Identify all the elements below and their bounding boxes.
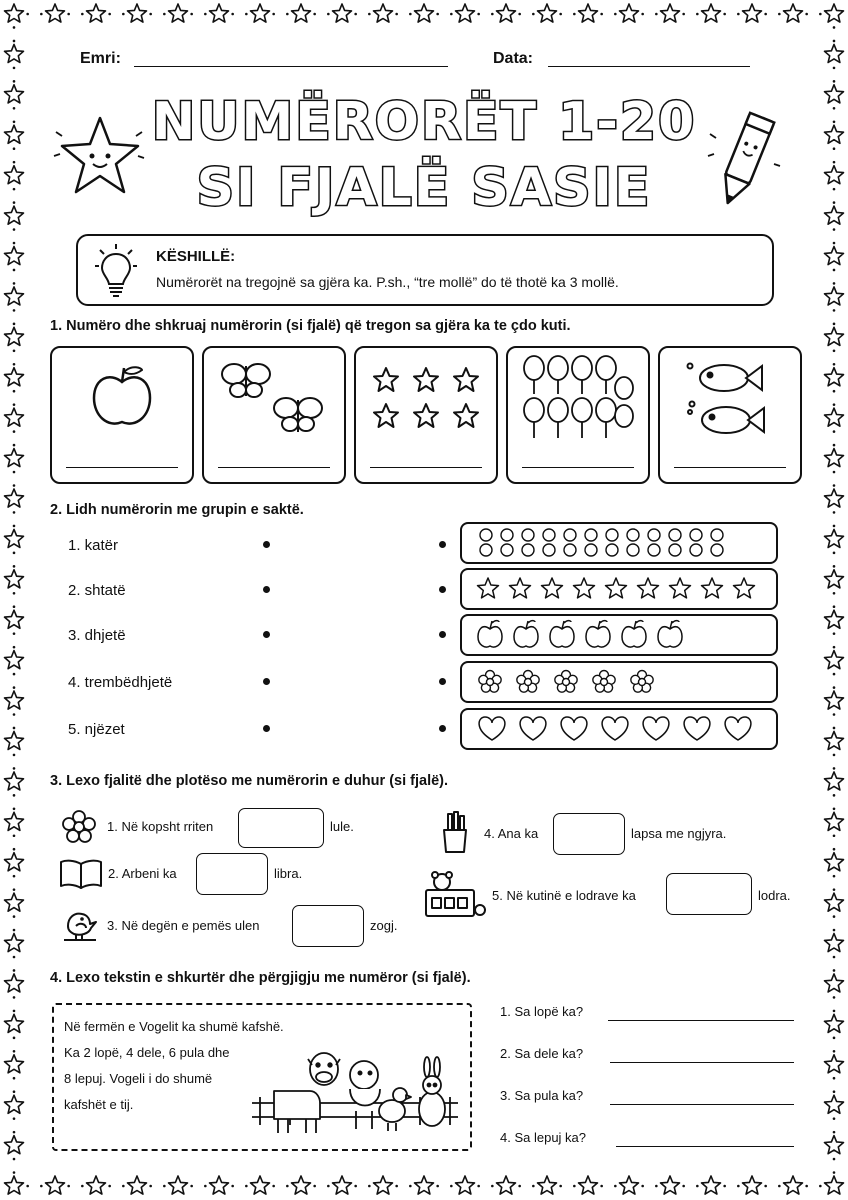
fish-icon (700, 365, 762, 391)
book-icon (58, 858, 104, 892)
tip-box (76, 234, 774, 306)
balloon-icon (548, 398, 568, 438)
stars-group (366, 360, 486, 434)
smiling-star-icon (52, 112, 148, 198)
heart-icon (643, 717, 669, 740)
section1-heading: 1. Numëro dhe shkruaj numërorin (si fjalë) që tregon sa gjëra ka te çdo kuti. (50, 318, 571, 334)
count-box-5 (658, 346, 802, 484)
pencil-icon (704, 104, 784, 216)
balloon-icon (524, 398, 544, 438)
circle-icon (711, 544, 723, 556)
apple-icon (550, 621, 574, 647)
group-hearts (460, 708, 778, 750)
circle-icon (627, 544, 639, 556)
match-word-1: 1. katër (68, 537, 119, 554)
match-dot-right[interactable] (439, 586, 446, 593)
circle-icon (564, 529, 576, 541)
circle-icon (480, 544, 492, 556)
count-box-4 (506, 346, 650, 484)
pencil-cup-icon (440, 810, 470, 854)
match-word-2: 2. shtatë (68, 582, 126, 599)
answer-line-4[interactable] (616, 1146, 794, 1147)
tip-heading: KËSHILLË: (156, 248, 236, 265)
flower-icon (555, 671, 577, 693)
circle-icon (585, 544, 597, 556)
apple-icon (478, 621, 502, 647)
answer-line-1[interactable] (608, 1020, 794, 1021)
circle-icon (606, 529, 618, 541)
balloon-icon (596, 398, 616, 438)
page-title-line2: SI FJALË SASIE (196, 158, 652, 218)
balloon-icon (572, 398, 592, 438)
count-box-3 (354, 346, 498, 484)
answer-line-3[interactable] (610, 1104, 794, 1105)
farm-animals-icon (250, 1045, 460, 1137)
story-line-1: Në fermën e Vogelit ka shumë kafshë. (64, 1019, 284, 1034)
flower-icon (62, 810, 96, 844)
sentence4-start: 4. Ana ka (484, 826, 539, 841)
circle-icon (711, 529, 723, 541)
match-dot-right[interactable] (439, 631, 446, 638)
balloon-icon (596, 356, 616, 394)
match-word-5: 5. njëzet (68, 721, 125, 738)
answer-box-2[interactable] (196, 853, 268, 895)
answer-box-3[interactable] (292, 905, 364, 947)
heart-icon (602, 717, 628, 740)
light-bulb-icon (94, 242, 138, 298)
answer-box-1[interactable] (238, 808, 324, 848)
circle-icon (585, 529, 597, 541)
answer-box-4[interactable] (553, 813, 625, 855)
match-dot-left[interactable] (263, 541, 270, 548)
sentence3-start: 3. Në degën e pemës ulen (107, 918, 260, 933)
star-icon (574, 578, 595, 598)
match-dot-left[interactable] (263, 631, 270, 638)
flower-icon (517, 671, 539, 693)
star-icon (606, 578, 627, 598)
match-dot-left[interactable] (263, 725, 270, 732)
circle-icon (648, 529, 660, 541)
match-dot-left[interactable] (263, 678, 270, 685)
circle-icon (522, 544, 534, 556)
sentence1-end: lule. (330, 819, 354, 834)
circle-icon (501, 544, 513, 556)
butterfly-icon (218, 358, 330, 438)
count-box-2 (202, 346, 346, 484)
answer-line-2[interactable] (610, 1062, 794, 1063)
star-icon (414, 404, 438, 427)
fish-icon (702, 407, 764, 433)
flower-icon (631, 671, 653, 693)
apple-icon (514, 621, 538, 647)
group-apples (460, 614, 778, 656)
circle-icon (501, 529, 513, 541)
section4-heading: 4. Lexo tekstin e shkurtër dhe përgjigju me numëror (si fjalë). (50, 970, 471, 986)
star-icon (670, 578, 691, 598)
group-flowers (460, 661, 778, 703)
circle-icon (564, 544, 576, 556)
circle-icon (648, 544, 660, 556)
answer-box-5[interactable] (666, 873, 752, 915)
match-dot-right[interactable] (439, 678, 446, 685)
circle-icon (690, 544, 702, 556)
match-word-4: 4. trembëdhjetë (68, 674, 173, 691)
match-dot-left[interactable] (263, 586, 270, 593)
answer-line[interactable] (522, 467, 634, 468)
circle-icon (627, 529, 639, 541)
section3-heading: 3. Lexo fjalitë dhe plotëso me numërorin e duhur (si fjalë). (50, 773, 449, 789)
apple-icon (622, 621, 646, 647)
apple-icon (586, 621, 610, 647)
circle-icon (690, 529, 702, 541)
heart-icon (684, 717, 710, 740)
name-label: Emri: (80, 50, 121, 67)
sentence2-end: libra. (274, 866, 303, 881)
balloon-icon (572, 356, 592, 394)
bird-icon (60, 904, 100, 944)
circle-icon (522, 529, 534, 541)
balloon-icon (615, 377, 633, 399)
star-icon (414, 368, 438, 391)
star-icon (374, 404, 398, 427)
balloon-icon (615, 405, 633, 427)
star-icon (454, 368, 478, 391)
tip-text: Numërorët na tregojnë sa gjëra ka. P.sh., “tre mollë” do të thotë ka 3 mollë. (156, 274, 619, 290)
circle-icon (669, 544, 681, 556)
flower-icon (593, 671, 615, 693)
match-word-3: 3. dhjetë (68, 627, 126, 644)
fish-group (682, 356, 782, 444)
sentence5-start: 5. Në kutinë e lodrave ka (492, 888, 636, 903)
heart-icon (520, 717, 546, 740)
page-title-line1: NUMËRORËT 1-20 (151, 92, 697, 152)
answer-line[interactable] (370, 467, 482, 468)
star-icon (638, 578, 659, 598)
sentence4-end: lapsa me ngjyra. (631, 826, 727, 841)
apple-icon (88, 362, 156, 432)
sentence2-start: 2. Arbeni ka (108, 866, 177, 881)
section2-heading: 2. Lidh numërorin me grupin e saktë. (50, 502, 304, 518)
balloon-icon (548, 356, 568, 394)
balloon-icon (524, 356, 544, 394)
apple-icon (658, 621, 682, 647)
star-icon (510, 578, 531, 598)
question-2: 2. Sa dele ka? (500, 1046, 584, 1061)
group-circles (460, 522, 778, 564)
star-icon (734, 578, 755, 598)
circle-icon (669, 529, 681, 541)
story-line-4: kafshët e tij. (64, 1097, 134, 1112)
circle-icon (543, 544, 555, 556)
story-line-3: 8 lepuj. Vogeli i do shumë (64, 1071, 213, 1086)
count-box-1 (50, 346, 194, 484)
story-box (52, 1003, 472, 1151)
question-1: 1. Sa lopë ka? (500, 1004, 584, 1019)
flower-icon (479, 671, 501, 693)
star-icon (478, 578, 499, 598)
question-4: 4. Sa lepuj ka? (500, 1130, 587, 1145)
circle-icon (606, 544, 618, 556)
answer-line[interactable] (66, 467, 178, 468)
toy-box-icon (418, 870, 488, 920)
heart-icon (725, 717, 751, 740)
star-icon (702, 578, 723, 598)
circle-icon (543, 529, 555, 541)
circle-icon (480, 529, 492, 541)
heart-icon (561, 717, 587, 740)
question-3: 3. Sa pula ka? (500, 1088, 584, 1103)
name-field[interactable] (134, 66, 448, 67)
match-dot-right[interactable] (439, 541, 446, 548)
star-icon (542, 578, 563, 598)
balloons-group (520, 354, 636, 444)
sentence5-end: lodra. (758, 888, 791, 903)
sentence1-start: 1. Në kopsht rriten (107, 819, 214, 834)
sentence3-end: zogj. (370, 918, 398, 933)
star-icon (454, 404, 478, 427)
story-line-2: Ka 2 lopë, 4 dele, 6 pula dhe (64, 1045, 230, 1060)
star-icon (374, 368, 398, 391)
answer-line[interactable] (218, 467, 330, 468)
heart-icon (479, 717, 505, 740)
group-stars (460, 568, 778, 610)
match-dot-right[interactable] (439, 725, 446, 732)
answer-line[interactable] (674, 467, 786, 468)
date-label: Data: (493, 50, 534, 67)
date-field[interactable] (548, 66, 750, 67)
